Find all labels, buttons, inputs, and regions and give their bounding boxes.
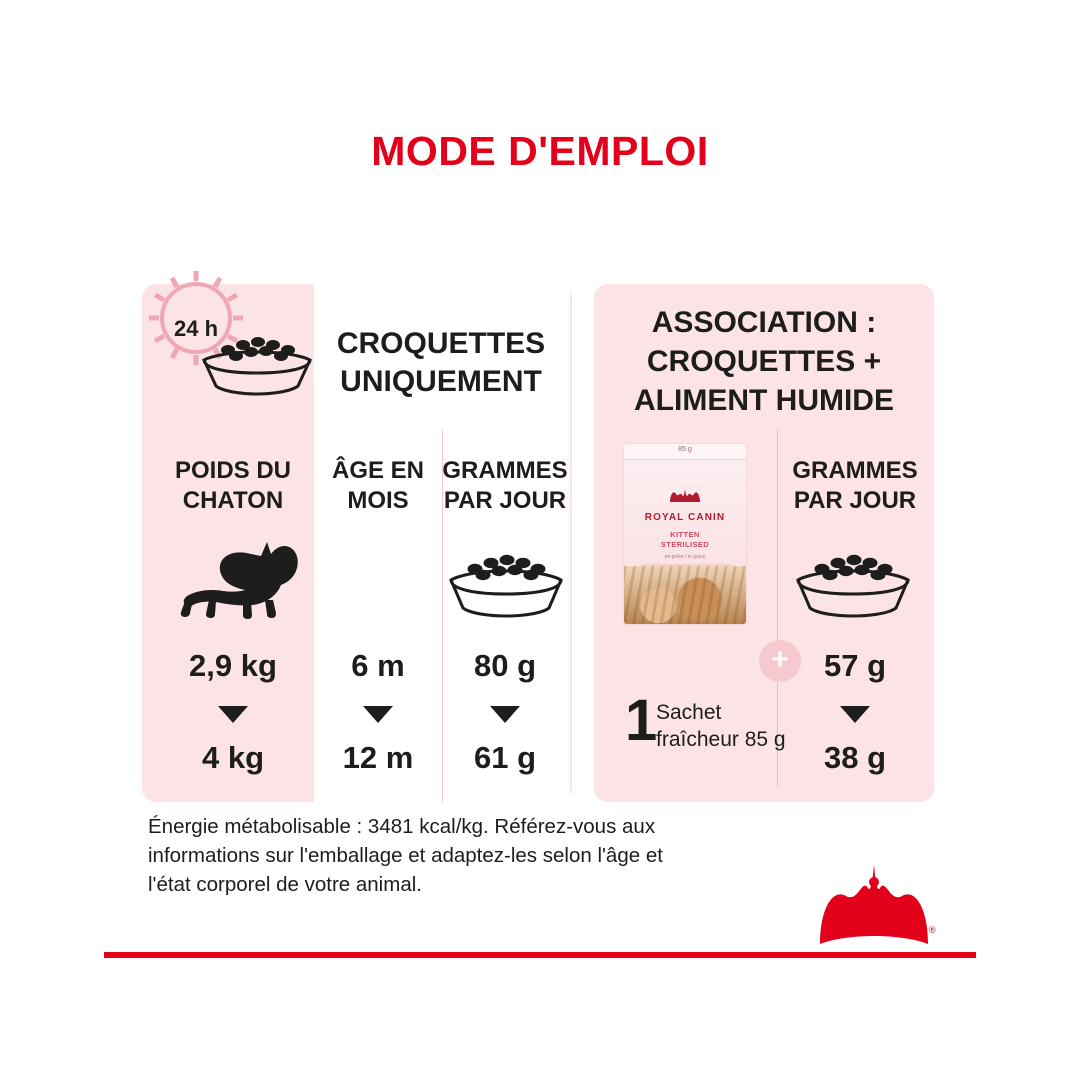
arrow-down-icon: [490, 706, 520, 723]
plus-icon: +: [759, 640, 801, 682]
value-weight-row1: 2,9 kg: [189, 648, 277, 683]
arrow-down-icon: [218, 706, 248, 723]
food-bowl-icon: [198, 330, 316, 396]
pouch-range-line1: KITTEN: [670, 530, 700, 539]
sachet-count: 1: [625, 688, 658, 753]
column-header-grams-dry-line2: PAR JOUR: [443, 487, 567, 514]
sachet-label-line1: Sachet: [656, 701, 722, 724]
column-header-weight-line2: CHATON: [182, 487, 284, 514]
food-bowl-icon: [443, 540, 569, 620]
mixed-heading-line1: ASSOCIATION :: [651, 306, 877, 339]
dry-food-heading-line2: UNIQUEMENT: [340, 365, 542, 399]
value-grams-mixed-row2: 38 g: [823, 740, 887, 775]
mixed-feeding-heading: [594, 303, 934, 420]
mixed-heading-line3: ALIMENT HUMIDE: [634, 384, 894, 417]
value-grams-dry-row2: 61 g: [473, 740, 537, 775]
sachet-label-line2: fraîcheur 85 g: [656, 727, 786, 751]
food-bowl-icon: [790, 540, 916, 620]
column-header-weight-line1: POIDS DU: [174, 457, 291, 484]
cat-icon: [165, 540, 305, 620]
dry-food-heading-line1: CROQUETTES: [336, 327, 546, 360]
arrow-down-icon: [363, 706, 393, 723]
value-grams-dry-row1: 80 g: [473, 648, 537, 683]
arrow-down-icon: [840, 706, 870, 723]
pouch-sub-label: en gelée / in gravy: [664, 554, 706, 560]
pouch-weight-label: 85 g: [678, 446, 692, 453]
column-header-grams-mixed: [779, 456, 931, 516]
value-age-row2: 12 m: [342, 740, 414, 775]
pouch-range-line2: STERILISED: [660, 540, 710, 550]
footnote-text: Énergie métabolisable : 3481 kcal/kg. Référez-vous aux informations sur l'emballage et adaptez-les selon l'âge et l'état corporel de votre animal.: [148, 815, 663, 897]
pouch-cat-photo: [624, 566, 746, 624]
column-header-weight: [152, 456, 314, 516]
dry-food-heading: [310, 325, 572, 402]
badge-label: 24 h: [173, 316, 219, 341]
column-header-grams-mixed-line2: PAR JOUR: [793, 487, 917, 514]
column-header-age: [316, 456, 440, 516]
value-weight-row2: 4 kg: [201, 740, 265, 775]
column-header-grams-mixed-line1: GRAMMES: [792, 457, 918, 484]
column-header-age-line1: ÂGE EN: [331, 457, 424, 484]
bottom-red-rule: [104, 952, 976, 958]
crown-icon: [668, 488, 702, 509]
pouch-brand-label: ROYAL CANIN: [644, 512, 726, 523]
royal-canin-logo: [812, 858, 936, 948]
mixed-heading-line2: CROQUETTES +: [646, 345, 882, 378]
value-age-row1: 6 m: [351, 648, 405, 683]
column-header-grams-dry: [440, 456, 570, 516]
registered-mark: ®: [929, 925, 936, 935]
wet-food-pouch-icon: [623, 443, 747, 625]
pouch-range-label: [624, 530, 746, 550]
column-header-age-line2: MOIS: [347, 487, 409, 514]
value-grams-mixed-row1: 57 g: [823, 648, 887, 683]
sachet-label: [656, 700, 786, 754]
column-header-grams-dry-line1: GRAMMES: [442, 457, 568, 484]
page-title: MODE D'EMPLOI: [371, 128, 709, 174]
